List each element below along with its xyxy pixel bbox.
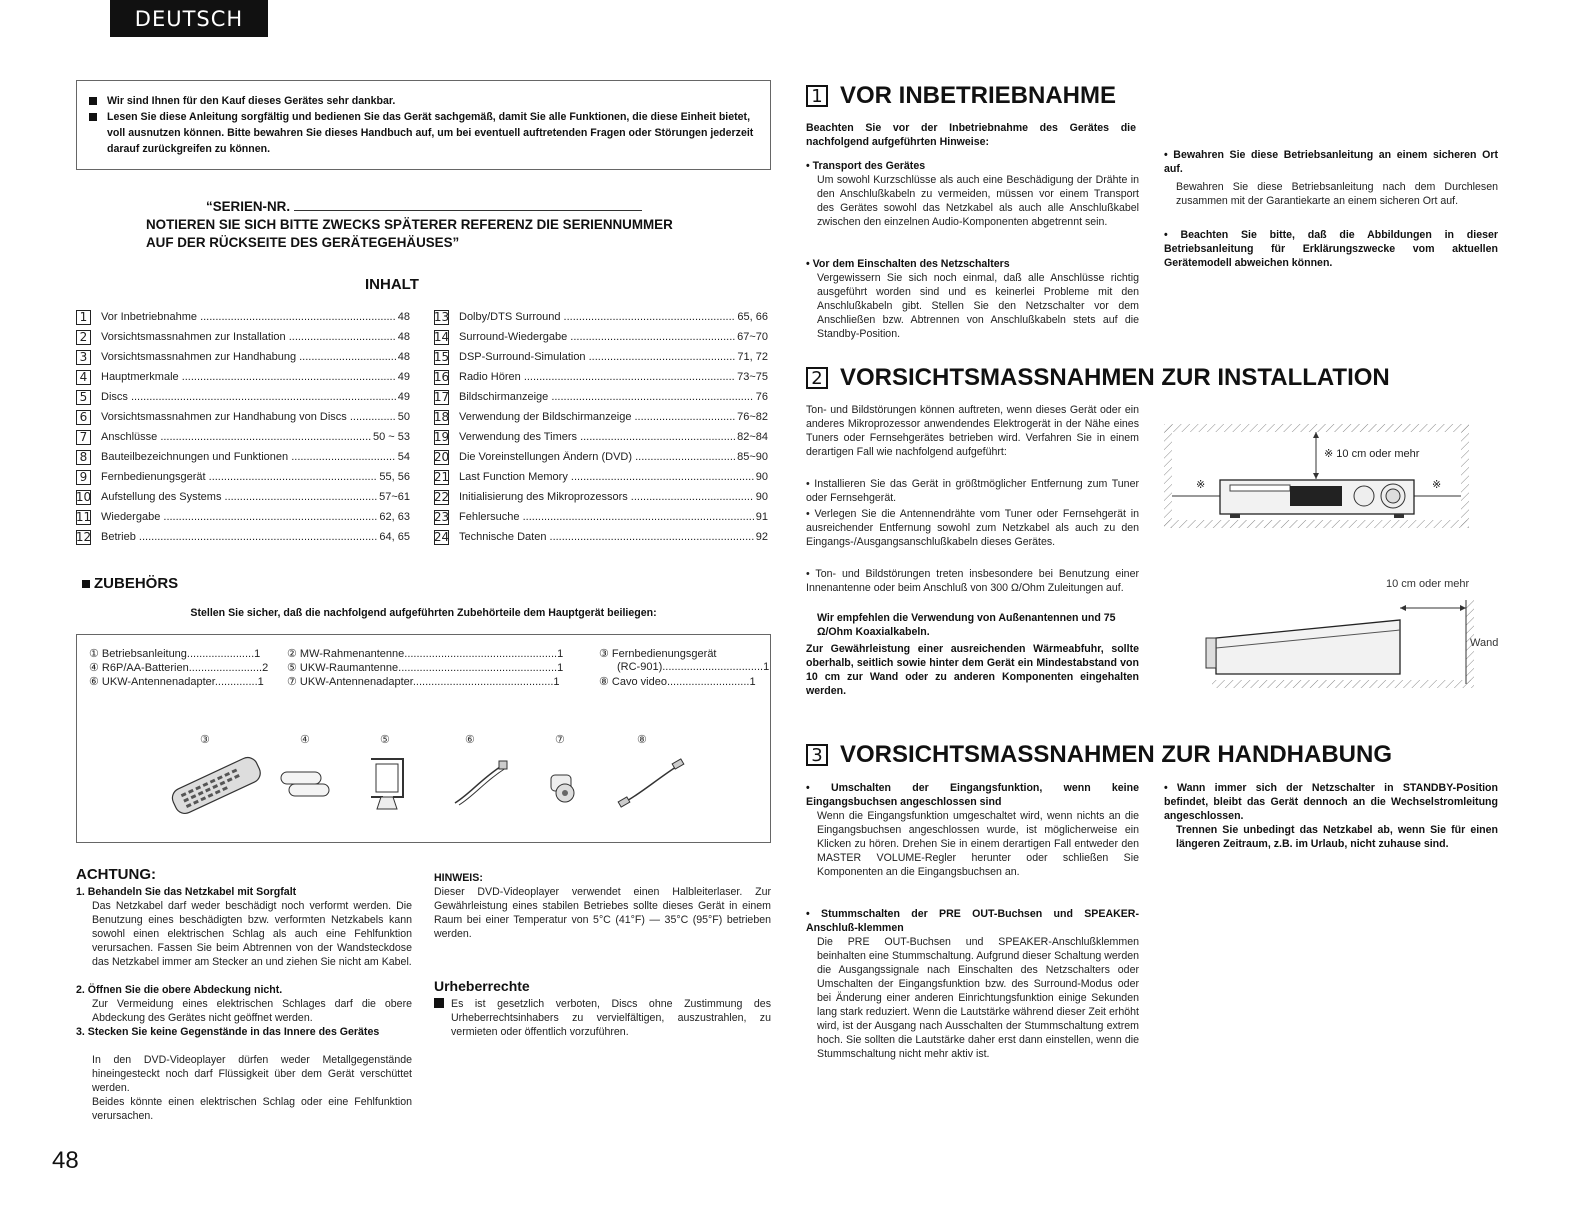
- toc-entry: [434, 347, 768, 367]
- toc-page: 55, 56: [379, 471, 410, 483]
- section-1-item-1-head: • Transport des Gerätes: [806, 160, 926, 172]
- toc-number: 1: [76, 310, 91, 325]
- section-3-item-3-head: • Wann immer sich der Netzschalter in STANDBY-Position befindet, bleibt das Gerät dennoch an die Wechselstromleitung angeschlossen.: [1164, 782, 1498, 822]
- accessories-subtitle: Stellen Sie sicher, daß die nachfolgend aufgeführten Zubehörteile dem Hauptgerät beiliegen:: [190, 607, 657, 619]
- serial-line: [294, 200, 642, 211]
- toc-entry: [434, 387, 768, 407]
- toc-label: Anschlüsse .....: [101, 431, 371, 443]
- toc-label: Aufstellung des Systems .....: [101, 491, 377, 503]
- accessories-title-text: ZUBEHÖRS: [94, 575, 179, 592]
- section-3-item-2-body: Die PRE OUT-Buchsen und SPEAKER-Anschlußklemmen beinhalten eine Stummschaltung. Aufgrund dieser Schaltung werden die Ausgangssignale nach Einschalten des Netzschalters oder Umschalten der Eingangsfunktion bzw. des Surround-Modus oder bei Änderung einer anderen Einrichtungsfunktion einige Sekunden lang stark reduziert. Wenn die Lautstärke während dieser Zeit erhöht wird, ist der Ausgang nach Ausschalten der Stummschaltung extrem hoch. Sie sollten die Lautstärke daher erst dann einstellen, wenn die Stummschaltung nicht mehr aktiv ist.: [817, 936, 1139, 1060]
- toc-label: Initialisierung des Mikroprozessors .....: [459, 491, 754, 503]
- wall-label: Wand: [1470, 637, 1499, 649]
- clearance-top-label: ※ 10 cm oder mehr: [1324, 448, 1420, 460]
- toc-entry: [76, 487, 410, 507]
- toc-entry: [76, 507, 410, 527]
- bullet-square-icon: [89, 97, 97, 105]
- toc-number: 19: [433, 430, 450, 444]
- section-3-heading: [806, 741, 1392, 769]
- toc-page: 48: [397, 351, 410, 363]
- figure-number: ③: [200, 734, 210, 746]
- achtung-title: ACHTUNG:: [76, 866, 156, 883]
- section-2-bullet-2: • Verlegen Sie die Antennendrähte vom Tuner oder Fernsehgerät in ausreichender Entfernung sowohl zum Netzkabel als auch zu den Eingangs-/Ausgangsanschlußkabeln dieses Gerätes.: [806, 508, 1139, 548]
- toc-number: 15: [433, 350, 450, 364]
- toc-number: 13: [433, 310, 450, 324]
- loop-antenna-icon: [363, 755, 413, 813]
- toc-label: Verwendung des Timers .....: [459, 431, 735, 443]
- section-number-box: 2: [806, 367, 828, 389]
- intro-notice: [76, 80, 771, 170]
- accessory-item: ⑤ UKW-Raumantenne....................................................1: [287, 662, 564, 674]
- section-1-item-1-body: Um sowohl Kurzschlüsse als auch eine Beschädigung der Drähte in den Anschlußkabeln zu vermeiden, müssen vor einem Transport des Gerätes sowohl das Netzkabel als auch alle Anschlußkabel zwischen den einzelnen Audio-Komponenten abgetrennt sein.: [817, 174, 1139, 228]
- toc-entry: [434, 327, 768, 347]
- section-2-heading: [806, 364, 1390, 392]
- toc-entry: [434, 427, 768, 447]
- toc-page: 76: [755, 391, 768, 403]
- hinweis-body: Dieser DVD-Videoplayer verwendet einen Halbleiterlaser. Zur Gewährleistung eines stabilen Betriebes sollte dieses Gerät in einem Raum bei einer Temperatur von 5°C (41°F) — 35°C (95°F) betrieben werden.: [434, 886, 771, 940]
- toc-page: 82~84: [737, 431, 768, 443]
- fm-antenna-icon: [451, 759, 511, 809]
- toc-entry: [76, 467, 410, 487]
- toc-number: 12: [75, 530, 92, 544]
- toc-entry: [434, 487, 768, 507]
- clearance-front-figure: [1164, 424, 1469, 528]
- section-2-bullet-3: • Ton- und Bildstörungen treten insbesondere bei Benutzung einer Innenantenne oder beim Anschluß von 300 Ω/Ohm Zuleitungen auf.: [806, 568, 1139, 594]
- achtung-item-1-head: 1. Behandeln Sie das Netzkabel mit Sorgfalt: [76, 886, 297, 898]
- toc-number: 11: [75, 510, 92, 524]
- toc-number: 6: [76, 410, 91, 425]
- toc-label: DSP-Surround-Simulation .....: [459, 351, 735, 363]
- accessory-item: ④ R6P/AA-Batterien........................2: [89, 662, 269, 674]
- bullet-square-icon: [82, 580, 90, 588]
- toc-entry: [434, 447, 768, 467]
- copyright-body: Es ist gesetzlich verboten, Discs ohne Zustimmung des Urheberrechtsinhabers zu vervielfältigen, auszustrahlen, zu vermieten oder öffentlich vorzuführen.: [451, 998, 771, 1038]
- toc-page: 62, 63: [379, 511, 410, 523]
- toc-label: Vorsichtsmassnahmen zur Installation .....: [101, 331, 396, 343]
- serial-label: “SERIEN-NR.: [206, 199, 291, 214]
- section-1-item-2-body: Vergewissern Sie sich noch einmal, daß alle Anschlüsse richtig ausgeführt worden sind und es keinerlei Probleme mit den Anschlußkabeln gibt. Stellen Sie den Netzschalter vor dem Anschließen bzw. Abtrennen von Anschlußkabeln stets auf die Standby-Position.: [817, 272, 1139, 340]
- clearance-side-figure: [1200, 594, 1480, 692]
- section-2-recommend: Wir empfehlen die Verwendung von Außenantennen und 75 Ω/Ohm Koaxialkabeln.: [817, 612, 1116, 638]
- language-tab: DEUTSCH: [110, 0, 268, 37]
- toc-label: Verwendung der Bildschirmanzeige .....: [459, 411, 735, 423]
- toc-page: 67~70: [737, 331, 768, 343]
- toc-page: 65, 66: [737, 311, 768, 323]
- achtung-item-3-body: In den DVD-Videoplayer dürfen weder Metallgegenstände hineingesteckt noch darf Flüssigkeit über dem Gerät verschüttet werden. Beides könnte einen elektrischen Schlag oder eine Fehlfunktion verursachen.: [92, 1054, 412, 1122]
- toc-label: Dolby/DTS Surround .....: [459, 311, 735, 323]
- accessory-item: ⑦ UKW-Antennenadapter..............................................1: [287, 676, 560, 688]
- accessory-item: ⑧ Cavo video...........................1: [599, 676, 756, 688]
- toc-entry: [76, 347, 410, 367]
- clearance-left-mark: ※: [1196, 479, 1206, 491]
- toc-page: 57~61: [379, 491, 410, 503]
- remote-control-icon: [165, 755, 265, 815]
- toc-label: Wiedergabe .....: [101, 511, 377, 523]
- toc-page: 48: [397, 331, 410, 343]
- toc-number: 18: [433, 410, 450, 424]
- toc-label: Die Voreinstellungen Ändern (DVD) .....: [459, 451, 735, 463]
- section-3-item-3-body: Trennen Sie unbedingt das Netzkabel ab, wenn Sie für einen längeren Zeitraum, z.B. im Urlaub, nicht zuhause sind.: [1176, 824, 1498, 850]
- toc-page: 50: [397, 411, 410, 423]
- toc-page: 90: [755, 491, 768, 503]
- accessory-item: (RC-901).................................1: [617, 661, 770, 673]
- hinweis-title: HINWEIS:: [434, 872, 483, 884]
- toc-page: 85~90: [737, 451, 768, 463]
- intro-line-1: Wir sind Ihnen für den Kauf dieses Gerätes sehr dankbar.: [107, 95, 396, 107]
- toc-number: 10: [75, 490, 92, 504]
- toc-page: 50 ~ 53: [372, 431, 410, 443]
- toc-page: 92: [755, 531, 768, 543]
- toc-number: 2: [76, 330, 91, 345]
- toc-label: Discs .....: [101, 391, 396, 403]
- figure-number: ④: [300, 734, 310, 746]
- intro-line-2: Lesen Sie diese Anleitung sorgfältig und bedienen Sie das Gerät sachgemäß, damit Sie alle Funktionen, die diese Einheit bietet, voll ausnutzen können. Bitte bewahren Sie dieses Handbuch auf, um bei eventuell auftretenden Fragen oder Störungen jederzeit darauf zurückgreifen zu können.: [107, 111, 754, 155]
- page-number: 48: [52, 1147, 79, 1174]
- toc-label: Radio Hören .....: [459, 371, 735, 383]
- clearance-side-label: 10 cm oder mehr: [1386, 578, 1470, 590]
- toc-number: 23: [433, 510, 450, 524]
- toc-entry: [76, 527, 410, 547]
- batteries-icon: [277, 769, 337, 801]
- toc-number: 4: [76, 370, 91, 385]
- toc-entry: [76, 447, 410, 467]
- copyright-title: Urheberrechte: [434, 978, 530, 994]
- section-3-item-2-head: • Stummschalten der PRE OUT-Buchsen und SPEAKER-Anschluß-klemmen: [806, 908, 1139, 934]
- toc-entry: [76, 307, 410, 327]
- accessory-item: ③ Fernbedienungsgerät: [599, 648, 717, 660]
- toc-label: Surround-Wiedergabe .....: [459, 331, 735, 343]
- section-1-heading: [806, 82, 1116, 110]
- accessories-box: [76, 634, 771, 843]
- toc-entry: [76, 407, 410, 427]
- section-1-item-4-head: • Beachten Sie bitte, daß die Abbildungen in dieser Betriebsanleitung für Erklärungszwecke vom aktuellen Gerätemodell abweichen können.: [1164, 229, 1498, 269]
- toc-label: Hauptmerkmale .....: [101, 371, 396, 383]
- serial-note: [146, 198, 706, 252]
- toc-label: Vorsichtsmassnahmen zur Handhabung .....: [101, 351, 396, 363]
- toc-number: 9: [76, 470, 91, 485]
- toc-number: 24: [433, 530, 450, 544]
- toc-page: 49: [397, 391, 410, 403]
- contents-title: INHALT: [365, 276, 419, 293]
- achtung-item-2-body: Zur Vermeidung eines elektrischen Schlages darf die obere Abdeckung des Gerätes nicht geöffnet werden.: [92, 998, 412, 1024]
- section-number-box: 1: [806, 85, 828, 107]
- toc-number: 14: [433, 330, 450, 344]
- figure-number: ⑦: [555, 734, 565, 746]
- toc-number: 17: [433, 390, 450, 404]
- toc-number: 8: [76, 450, 91, 465]
- figure-number: ⑤: [380, 734, 390, 746]
- toc-page: 54: [397, 451, 410, 463]
- serial-line-2: AUF DER RÜCKSEITE DES GERÄTEGEHÄUSES”: [146, 235, 460, 250]
- section-1-item-2-head: • Vor dem Einschalten des Netzschalters: [806, 258, 1010, 270]
- accessory-item: ① Betriebsanleitung......................1: [89, 648, 261, 660]
- clearance-right-mark: ※: [1432, 479, 1442, 491]
- toc-number: 16: [433, 370, 450, 384]
- antenna-adapter-icon: [545, 769, 585, 805]
- toc-label: Technische Daten .....: [459, 531, 754, 543]
- toc-number: 3: [76, 350, 91, 365]
- bullet-square-icon: [89, 113, 97, 121]
- toc-page: 90: [755, 471, 768, 483]
- toc-page: 48: [397, 311, 410, 323]
- accessories-title: [82, 575, 178, 592]
- toc-entry: [434, 467, 768, 487]
- figure-number: ⑧: [637, 734, 647, 746]
- figure-number: ⑥: [465, 734, 475, 746]
- toc-label: Vorsichtsmassnahmen zur Handhabung von Discs .....: [101, 411, 396, 423]
- toc-entry: [434, 307, 768, 327]
- toc-entry: [76, 427, 410, 447]
- section-2-heat: Zur Gewährleistung einer ausreichenden Wärmeabfuhr, sollte oberhalb, seitlich sowie hinter dem Gerät ein Mindestabstand von 10 cm zur Wand oder zu anderen Komponenten eingehalten werden.: [806, 643, 1139, 697]
- toc-number: 5: [76, 390, 91, 405]
- toc-entry: [434, 367, 768, 387]
- toc-entry: [434, 527, 768, 547]
- toc-number: 7: [76, 430, 91, 445]
- serial-line-1: NOTIEREN SIE SICH BITTE ZWECKS SPÄTERER REFERENZ DIE SERIENNUMMER: [146, 217, 673, 232]
- toc-page: 64, 65: [379, 531, 410, 543]
- toc-label: Vor Inbetriebnahme .....: [101, 311, 396, 323]
- section-1-item-3-body: Bewahren Sie diese Betriebsanleitung nach dem Durchlesen zusammen mit der Garantiekarte an einem sicheren Ort auf.: [1176, 181, 1498, 207]
- accessory-item: ⑥ UKW-Antennenadapter..............1: [89, 676, 264, 688]
- accessory-item: ② MW-Rahmenantenne..................................................1: [287, 648, 564, 660]
- section-2-intro: Ton- und Bildstörungen können auftreten, wenn dieses Gerät oder ein anderes Mikroprozessor anwendendes Elektrogerät in der Nähe eines Tuners oder Fernsehgerätes betrieben wird. Verfahren Sie in einem derartigen Fall wie nachfolgend aufgeführt:: [806, 404, 1139, 458]
- bullet-square-icon: [434, 998, 444, 1008]
- achtung-item-1-body: Das Netzkabel darf weder beschädigt noch verformt werden. Die Benutzung eines beschädigten bzw. verformten Netzkabels kann sowohl einen elektrischen Schlag als auch eine Fehlfunktion verursachen. Fassen Sie beim Abtrennen von der Wandsteckdose das Netzkabel immer am Stecker an und ziehen Sie nicht am Kabel.: [92, 900, 412, 968]
- toc-label: Bauteilbezeichnungen und Funktionen .....: [101, 451, 396, 463]
- toc-entry: [76, 367, 410, 387]
- section-1-intro: Beachten Sie vor der Inbetriebnahme des Gerätes die nachfolgend aufgeführten Hinweise:: [806, 122, 1136, 148]
- toc-label: Bildschirmanzeige .....: [459, 391, 754, 403]
- section-1-title: VOR INBETRIEBNAHME: [840, 82, 1117, 109]
- section-number-box: 3: [806, 744, 828, 766]
- toc-number: 20: [433, 450, 450, 464]
- toc-page: 73~75: [737, 371, 768, 383]
- toc-label: Betrieb .....: [101, 531, 377, 543]
- toc-entry: [434, 507, 768, 527]
- toc-label: Last Function Memory .....: [459, 471, 754, 483]
- section-2-bullet-1: • Installieren Sie das Gerät in größtmöglicher Entfernung zum Tuner oder Fernsehgerät.: [806, 478, 1139, 504]
- toc-number: 22: [433, 490, 450, 504]
- section-3-title: VORSICHTSMASSNAHMEN ZUR HANDHABUNG: [840, 741, 1392, 768]
- toc-entry: [434, 407, 768, 427]
- toc-label: Fehlersuche .....: [459, 511, 754, 523]
- section-3-item-1-head: • Umschalten der Eingangsfunktion, wenn keine Eingangsbuchsen angeschlossen sind: [806, 782, 1139, 808]
- toc-page: 71, 72: [737, 351, 768, 363]
- section-2-title: VORSICHTSMASSNAHMEN ZUR INSTALLATION: [840, 364, 1390, 391]
- toc-page: 49: [397, 371, 410, 383]
- toc-number: 21: [433, 470, 450, 484]
- toc-entry: [76, 387, 410, 407]
- video-cable-icon: [617, 759, 687, 809]
- toc-page: 91: [755, 511, 768, 523]
- achtung-item-2-head: 2. Öffnen Sie die obere Abdeckung nicht.: [76, 984, 283, 996]
- achtung-item-3-head: 3. Stecken Sie keine Gegenstände in das Innere des Gerätes: [76, 1026, 380, 1038]
- toc-entry: [76, 327, 410, 347]
- section-1-item-3-head: • Bewahren Sie diese Betriebsanleitung an einem sicheren Ort auf.: [1164, 149, 1498, 175]
- toc-page: 76~82: [737, 411, 768, 423]
- section-3-item-1-body: Wenn die Eingangsfunktion umgeschaltet wird, wenn nichts an die Eingangsbuchsen angeschlossen wurde, ist möglicherweise ein Klicken zu hören. Drehen Sie in einem derartigen Fall entweder den MASTER VOLUME-Regler herunter oder schließen Sie Komponenten an die Eingangsbuchsen an.: [817, 810, 1139, 878]
- toc-label: Fernbedienungsgerät .....: [101, 471, 377, 483]
